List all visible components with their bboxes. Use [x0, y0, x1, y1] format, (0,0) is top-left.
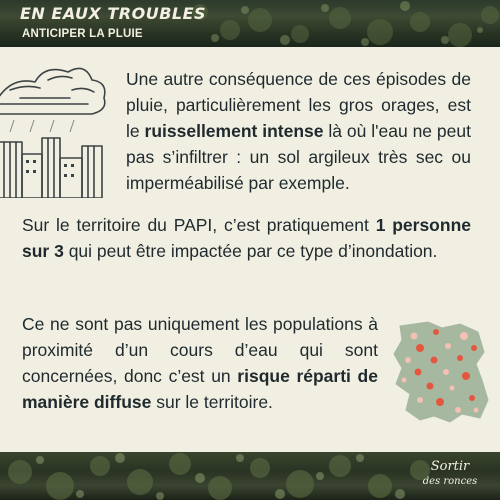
- logo-line2: des ronces: [422, 476, 478, 487]
- territory-shape: [394, 322, 488, 422]
- paragraph-diffuse-risk: [22, 311, 378, 415]
- territory-map-icon: [390, 318, 490, 428]
- paragraph-papi-text: Sur le territoire du PAPI, c’est pratiquement: [22, 215, 376, 235]
- storm-cloud-city-icon: [0, 58, 110, 198]
- header-banner: [0, 0, 500, 47]
- paragraph-diffuse-risk-text: Ce ne sont pas uniquement les populations à proximité d’un cours d’eau qui sont concernées, donc c’est un: [22, 314, 378, 386]
- paragraph-runoff-text: Une autre conséquence de ces épisodes de pluie, particulièrement les gros orages, est le: [126, 69, 471, 141]
- sortir-des-ronces-logo: [420, 459, 480, 495]
- paragraph-runoff: [126, 66, 471, 196]
- paragraph-papi-text-end: qui peut être impactée par ce type d’inondation.: [63, 241, 438, 261]
- paragraph-papi: [22, 212, 471, 264]
- paragraph-diffuse-risk-text-end: sur le territoire.: [151, 392, 273, 412]
- paragraph-runoff-highlight: ruissellement intense: [144, 121, 324, 141]
- paragraph-runoff-text-end: là où l'eau ne peut pas s’infiltrer : un sol argileux très sec ou imperméabilisé par exemple.: [126, 121, 471, 193]
- series-title: EN EAUX TROUBLES: [20, 4, 207, 23]
- paragraph-papi-highlight: 1 personne sur 3: [22, 215, 471, 261]
- paragraph-diffuse-risk-highlight: risque réparti de manière diffuse: [22, 366, 378, 412]
- section-subtitle: ANTICIPER LA PLUIE: [22, 28, 143, 40]
- logo-line1: Sortir: [430, 459, 470, 474]
